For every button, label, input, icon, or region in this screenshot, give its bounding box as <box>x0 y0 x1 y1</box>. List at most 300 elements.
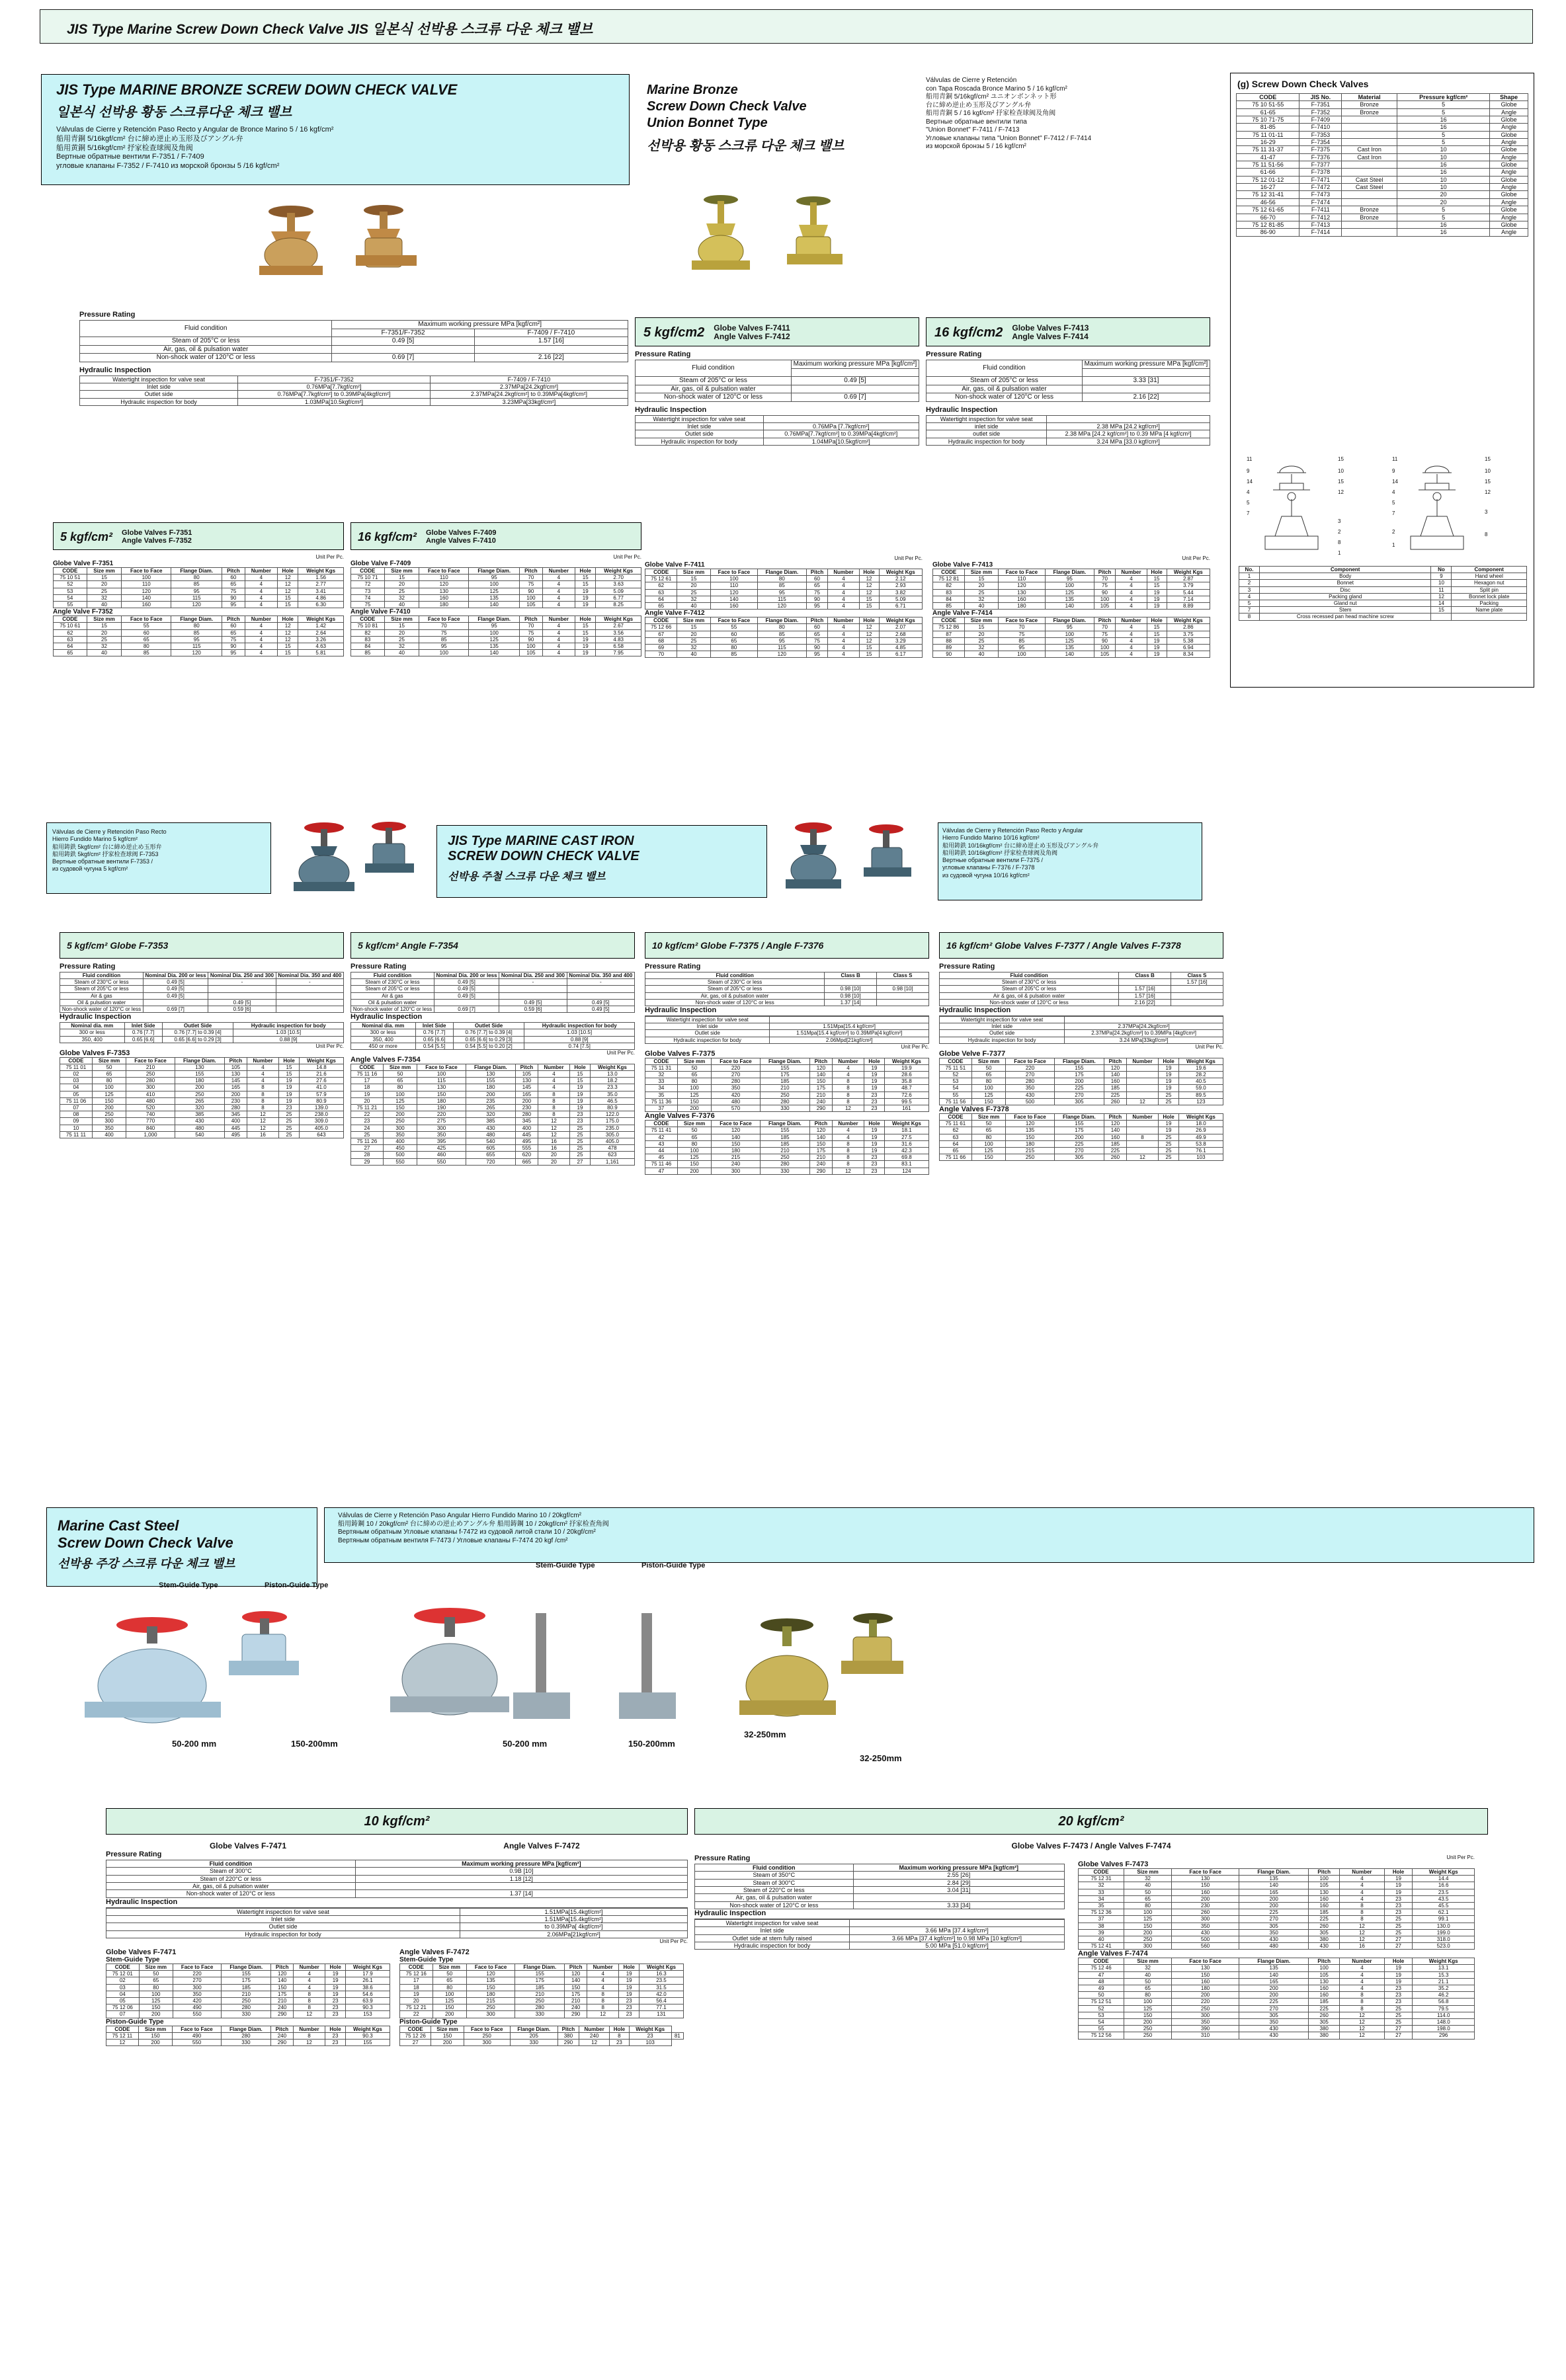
table-cell: 26.9 <box>1178 1127 1223 1134</box>
table-cell: 15 <box>859 596 879 602</box>
table-cell: Bonnet lock plate <box>1452 593 1527 600</box>
table-cell: 16-29 <box>1237 139 1299 146</box>
table-cell: 385 <box>466 1118 515 1125</box>
table-cell: 16 <box>538 1138 569 1144</box>
dim-header-angle: Angle Valves F-7410 <box>426 537 496 545</box>
col-header: Flange Diam. <box>1046 569 1094 576</box>
table-cell: 280 <box>760 1161 809 1168</box>
table-cell: 4 <box>245 643 277 649</box>
table-cell: 160 <box>1309 1992 1340 1999</box>
table-cell: 2.12 <box>879 576 922 582</box>
table-cell <box>770 1016 929 1023</box>
table-cell: 280 <box>221 2032 270 2039</box>
table-cell: 160 <box>419 594 469 601</box>
table-cell: 27 <box>1384 1936 1413 1942</box>
table-cell: 12 <box>1340 2018 1384 2025</box>
bronze-note-1: 船用青銅 5/16kgf/cm² 台に締め逆止め玉形及びアングル弁 <box>56 134 243 143</box>
col-header: Number <box>828 617 859 624</box>
table-cell: 480 <box>466 1131 515 1138</box>
table-cell: 0.49 [5] <box>143 979 208 986</box>
ci-left-note-5: из судовой чугуна 5 kgf/cm² <box>52 865 128 873</box>
comp-h3: Component <box>1452 567 1527 573</box>
table-cell: F-7474 <box>1299 198 1342 206</box>
table-cell: 23 <box>1384 1999 1413 2005</box>
table-cell: 25 <box>87 588 122 594</box>
table-cell: 50 <box>1079 1992 1124 1999</box>
table-cell: 4 <box>832 1064 864 1071</box>
table-cell: 46-56 <box>1237 198 1299 206</box>
stem-guide-title: Stem-Guide Type <box>106 1956 160 1964</box>
table-row <box>60 999 344 1006</box>
table-cell: 15 <box>278 643 298 649</box>
table-cell: 50 <box>971 1064 1005 1071</box>
table-cell: 63 <box>940 1134 972 1140</box>
table-cell: 380 <box>557 2032 579 2039</box>
table-cell: 56.8 <box>1413 1999 1475 2005</box>
table-row <box>106 2039 390 2045</box>
table-row <box>106 1930 688 1938</box>
table-cell: 260 <box>1309 2012 1340 2018</box>
union-bonnet-photos <box>648 185 913 298</box>
table-cell: 4 <box>247 1071 278 1078</box>
col-header: Hole <box>1159 1058 1179 1064</box>
table-cell: 12 <box>587 2011 619 2018</box>
col-header: Number <box>542 616 575 623</box>
table-cell: 53 <box>54 588 87 594</box>
table-cell: 1.03 [10.5] <box>233 1029 344 1036</box>
table-cell: 19 <box>1159 1121 1179 1127</box>
svg-text:10: 10 <box>1338 468 1344 474</box>
table-cell: 210 <box>126 1064 175 1070</box>
table-cell: 75 10 51-55 <box>1237 101 1299 108</box>
unit-label: Unit Per Pc. <box>1195 1043 1223 1050</box>
table-cell: 4 <box>1116 582 1147 589</box>
union16-pr-col: Maximum working pressure MPa [kgf/cm²] <box>1082 360 1210 369</box>
table-cell: 2.55 [26] <box>853 1872 1064 1879</box>
table-row <box>106 1908 688 1915</box>
col-header: Weight Kgs <box>298 568 344 575</box>
table-cell: 82 <box>351 629 385 636</box>
table-cell: 5 <box>1397 214 1489 221</box>
table-row <box>940 1064 1223 1071</box>
table-cell: 75 12 26 <box>400 2032 431 2039</box>
table-cell: 130 <box>175 1064 224 1070</box>
table-row <box>351 1006 635 1012</box>
table-cell: 0.49 [5] <box>434 986 499 992</box>
table-cell: 75 <box>351 601 385 608</box>
table-cell: 75 12 81-85 <box>1237 221 1299 228</box>
table-cell: Globe <box>1490 221 1528 228</box>
pressure-rating-title: Pressure Rating <box>106 1850 162 1858</box>
table-cell: 3.29 <box>879 637 922 644</box>
table-cell: 623 <box>590 1152 634 1158</box>
table-row <box>940 1078 1223 1085</box>
col-header: Flange Diam. <box>221 2026 270 2032</box>
table-cell: 4 <box>1340 1895 1384 1902</box>
table-cell: 4 <box>542 629 575 636</box>
table-cell: 200 <box>1239 1992 1309 1999</box>
table-cell: 19 <box>279 1084 300 1091</box>
col-header: Fluid condition <box>645 972 825 979</box>
table-cell: 50 <box>383 1071 417 1078</box>
col-header: Face to Face <box>1006 1058 1054 1064</box>
table-cell: 200 <box>225 1091 247 1097</box>
table-cell: 120 <box>171 650 222 656</box>
table-cell: 150 <box>1171 1971 1239 1978</box>
table-cell: 25 <box>279 1125 300 1131</box>
table-row <box>60 1091 344 1097</box>
index-row <box>1237 146 1528 153</box>
table-cell: 74 <box>351 594 385 601</box>
table-cell: 280 <box>222 2004 271 2011</box>
table-cell: Globe <box>1490 116 1528 124</box>
table-cell: 4.63 <box>298 643 344 649</box>
table-cell: 4 <box>542 575 575 581</box>
table-cell: 25 <box>384 588 419 594</box>
table-cell: 4 <box>1116 596 1147 602</box>
table-cell: 200 <box>1054 1078 1104 1085</box>
table-cell: 12 <box>278 636 298 643</box>
col-header: Number <box>538 1064 569 1070</box>
union-bonnet-title <box>640 74 918 185</box>
table-cell: 25 <box>1384 2018 1413 2025</box>
table-row <box>54 601 344 608</box>
table-cell: 20 <box>538 1152 569 1158</box>
col-header: Face to Face <box>998 569 1046 576</box>
bronze-note-3: Вертные обратные вентили F-7351 / F-7409 <box>56 153 204 161</box>
table-cell: 90.3 <box>345 2032 390 2039</box>
hydraulic-row <box>80 383 628 390</box>
table-row <box>351 1152 635 1158</box>
table-cell: 12 <box>859 631 879 637</box>
table-cell: F-7410 <box>1299 124 1342 131</box>
col-header: Size mm <box>433 1964 466 1971</box>
col-header: Hole <box>864 1058 885 1064</box>
table-cell: 265 <box>175 1097 224 1104</box>
table-cell: 60 <box>222 575 245 581</box>
table-cell: 1 <box>1239 573 1260 580</box>
table-cell: 12 <box>294 2011 325 2018</box>
table-cell: 5.38 <box>1167 637 1210 644</box>
globe-subtitle: Globe Valves F-7471 <box>209 1841 287 1850</box>
table-row <box>60 1036 344 1043</box>
col-header: Flange Diam. <box>175 1057 224 1064</box>
table-row <box>1079 1992 1475 1999</box>
table-cell: 120 <box>271 1971 294 1977</box>
table-cell: 75 12 01 <box>106 1971 140 1977</box>
dim-title-angle: Angle Valves F-7378 <box>939 1105 1009 1113</box>
table-row <box>351 1029 635 1036</box>
col-header: Face to Face <box>710 569 758 576</box>
table-cell: 19 <box>400 1991 433 1997</box>
col-header: Weight Kgs <box>345 1964 390 1971</box>
index-row <box>1237 101 1528 108</box>
pressure-row <box>80 337 628 346</box>
table-row <box>351 1084 635 1091</box>
table-cell: 18 <box>351 1084 384 1091</box>
table-row <box>60 1131 344 1138</box>
table-cell: Packing gland <box>1260 593 1431 600</box>
table-cell: Angle <box>1490 214 1528 221</box>
table-cell: 200 <box>677 1105 711 1112</box>
table-cell: 490 <box>173 2032 221 2039</box>
table-cell: 27.5 <box>884 1134 928 1140</box>
table-cell: 150 <box>466 1984 515 1991</box>
sub-table-title: Globe Valve F-7413 <box>932 561 993 569</box>
col-header: Weight Kgs <box>1413 1869 1475 1876</box>
col-header: Number <box>579 2026 609 2032</box>
table-cell: 125 <box>1046 637 1094 644</box>
col-header: Face to Face <box>710 617 758 624</box>
table-cell: 0.49 [5] <box>332 337 474 346</box>
table-cell: 19 <box>1147 596 1167 602</box>
unit-label: Unit Per Pc. <box>613 554 641 560</box>
table-cell: 130.0 <box>1413 1923 1475 1929</box>
table-cell: 40 <box>965 651 998 658</box>
table-cell: 83 <box>351 636 385 643</box>
table-cell: 55 <box>710 624 758 631</box>
table-row <box>60 1118 344 1125</box>
table-row <box>695 1927 1065 1934</box>
table-cell: Steam of 350°C <box>695 1872 854 1879</box>
table-cell: 220 <box>173 1971 221 1977</box>
table-row <box>54 643 344 649</box>
table-cell: 4 <box>294 1971 325 1977</box>
union5-sub2: Angle Valves F-7412 <box>714 332 790 341</box>
table-cell: 86-90 <box>1237 229 1299 236</box>
table-cell: 90 <box>1094 637 1116 644</box>
table-cell: F-7472 <box>1299 184 1342 191</box>
table-cell: Name plate <box>1452 607 1527 614</box>
table-cell <box>499 992 567 999</box>
table-cell: 0.98 [10] <box>825 986 877 992</box>
table-cell: Globe <box>1490 101 1528 108</box>
table-row <box>60 986 344 992</box>
table-cell: F-7351 <box>1299 101 1342 108</box>
svg-text:14: 14 <box>1247 479 1253 485</box>
table-cell: 42.0 <box>639 1991 683 1997</box>
table-cell: 1,000 <box>126 1131 175 1138</box>
col-header: Size mm <box>677 1121 711 1127</box>
table-cell: 120 <box>466 1971 515 1977</box>
table-cell: Bronze <box>1342 214 1397 221</box>
col-header: Number <box>245 616 277 623</box>
table-cell: 100 <box>677 1085 711 1091</box>
col-header: Face to Face <box>464 2026 510 2032</box>
table-cell: 120 <box>810 1064 833 1071</box>
bronze-note-0: Válvulas de Cierre y Retención Paso Recto y Angular de Bronce Marino 5 / 16 kgf/cm² <box>56 126 334 134</box>
table-cell: 16 <box>1340 1943 1384 1950</box>
table-cell: 240 <box>271 2032 294 2039</box>
table-cell: 19 <box>279 1097 300 1104</box>
table-row <box>933 576 1210 582</box>
table-cell: 15 <box>677 624 710 631</box>
table-cell: 620 <box>516 1152 538 1158</box>
table-cell: 380 <box>1309 2026 1340 2032</box>
table-cell: 4 <box>828 651 859 658</box>
table-cell: 148.0 <box>1413 2018 1475 2025</box>
table-cell: 4 <box>587 1977 619 1984</box>
table-cell: 85 <box>122 650 171 656</box>
table-cell: 200 <box>175 1084 224 1091</box>
table-cell: 4 <box>1116 637 1147 644</box>
table-cell: 290 <box>557 2039 579 2045</box>
table-cell: Angle <box>1490 108 1528 116</box>
table-cell: Hydraulic inspection for body <box>940 1037 1065 1043</box>
table-cell: 400 <box>516 1125 538 1131</box>
table-row <box>645 1072 929 1078</box>
table-cell: 46.5 <box>590 1097 634 1104</box>
table-cell: 250 <box>126 1071 175 1078</box>
table-cell: 34 <box>1079 1895 1124 1902</box>
table-cell: 75 12 36 <box>1079 1909 1124 1916</box>
table-row <box>645 1154 929 1161</box>
table-cell: 4 <box>245 594 277 601</box>
col-header: Nominal Dia. 250 and 300 <box>208 972 276 979</box>
table-cell: 84 <box>351 643 385 649</box>
table-cell: 150 <box>1124 2012 1172 2018</box>
table-cell: 300 <box>383 1125 417 1131</box>
table-cell: 22 <box>351 1111 384 1118</box>
table-cell: 57.9 <box>299 1091 343 1097</box>
col-header: Face to Face <box>419 568 469 575</box>
page-title: JIS Type Marine Screw Down Check Valve JIS 일본식 선박용 스크류 다운 체크 밸브 <box>67 22 593 37</box>
table-row <box>106 1916 688 1923</box>
table-cell: 20 <box>677 582 710 589</box>
col-header: CODE <box>106 2026 139 2032</box>
table-cell: 180 <box>419 601 469 608</box>
caption-size-4: 150-200mm <box>628 1739 675 1749</box>
table-cell: Globe <box>1490 176 1528 183</box>
table-cell: 210 <box>760 1147 809 1154</box>
table-cell <box>877 979 929 986</box>
table-row <box>645 1127 929 1134</box>
table-cell: 70 <box>1094 576 1116 582</box>
col-header: Nominal dia. mm <box>60 1023 125 1029</box>
table-row <box>645 624 923 631</box>
cs-10kgf-panel <box>106 1841 688 2046</box>
table-cell <box>1126 1064 1158 1071</box>
table-cell: 75 10 71-75 <box>1237 116 1299 124</box>
pressure-rating-title: Pressure Rating <box>60 963 116 971</box>
table-cell: 100 <box>971 1140 1005 1147</box>
table-cell: 445 <box>516 1131 538 1138</box>
table-row <box>933 644 1210 651</box>
table-cell: 80 <box>171 575 222 581</box>
table-cell: 15 <box>859 602 879 609</box>
table-cell: 305 <box>1239 1923 1309 1929</box>
table-cell: 0.88 [9] <box>233 1036 344 1043</box>
table-cell: 100 <box>971 1085 1005 1091</box>
table-row <box>60 1064 344 1070</box>
table-cell: 100 <box>469 629 520 636</box>
table-cell: 250 <box>1124 2032 1172 2039</box>
table-cell: 318.0 <box>1413 1936 1475 1942</box>
table-cell: 8 <box>294 1998 325 2004</box>
col-header: Size mm <box>92 1057 126 1064</box>
col-header: Hole <box>1147 617 1167 624</box>
svg-text:4: 4 <box>1247 489 1250 495</box>
table-cell: 12 <box>538 1118 569 1125</box>
table-cell: 75 12 01-12 <box>1237 176 1299 183</box>
table-cell: 75 <box>419 629 469 636</box>
union16-fluid-label: Fluid condition <box>927 360 1083 377</box>
table-cell: 75 12 21 <box>400 2004 433 2011</box>
table-cell: 75 11 51 <box>940 1064 972 1071</box>
table-cell: 0.59 [6] <box>208 1006 276 1012</box>
table-cell: 12 <box>278 588 298 594</box>
table-cell: 300 <box>173 1984 221 1991</box>
table-cell: 2.64 <box>298 629 344 636</box>
table-row <box>400 1971 684 1977</box>
table-cell: 3.23MPa[33kgf/cm²] <box>430 398 628 405</box>
table-cell: 75 <box>806 637 828 644</box>
table-cell: 95 <box>469 575 520 581</box>
svg-text:15: 15 <box>1338 456 1344 462</box>
unit-label: Unit Per Pc. <box>1182 555 1210 561</box>
pr-col-0: F-7351/F-7352 <box>332 329 474 337</box>
table-row <box>695 1920 1065 1927</box>
table-cell: 62 <box>940 1127 972 1134</box>
table-row <box>940 1037 1223 1043</box>
table-cell: 125 <box>139 1998 173 2004</box>
table-cell: 305 <box>1054 1098 1104 1105</box>
table-cell: 0.49 [5] <box>791 377 919 385</box>
table-cell: 4 <box>1116 576 1147 582</box>
table-cell: 155 <box>760 1127 809 1134</box>
table-cell: 145 <box>516 1084 538 1091</box>
table-cell: 175 <box>810 1147 833 1154</box>
table-cell: 31.6 <box>884 1140 928 1147</box>
cs-20kgf-header <box>694 1808 1488 1835</box>
table-cell: 75 11 01-11 <box>1237 131 1299 138</box>
table-cell: 8 <box>832 1161 864 1168</box>
table-cell: 300 or less <box>60 1029 125 1036</box>
table-cell: 27 <box>570 1158 591 1165</box>
table-cell: 220 <box>417 1111 466 1118</box>
table-cell: 54.6 <box>345 1991 390 1997</box>
table-cell: F-7377 <box>1299 161 1342 169</box>
dim-header-pressure: 5 kgf/cm² <box>60 530 113 543</box>
col-header: Hole <box>859 617 879 624</box>
table-cell: 2.07 <box>879 624 922 631</box>
table-cell: 135 <box>1006 1127 1054 1134</box>
hydraulic-title: Hydraulic Inspection <box>60 1013 132 1021</box>
table-cell: 4 <box>542 581 575 588</box>
table-cell: 300 <box>466 2011 515 2018</box>
table-cell: 25 <box>87 636 122 643</box>
table-cell: 27 <box>1384 2026 1413 2032</box>
table-cell: 75 12 11 <box>106 2032 139 2039</box>
table-cell: 200 <box>92 1105 126 1111</box>
table-cell: Cast Iron <box>1342 153 1397 161</box>
table-cell: 2.77 <box>298 581 344 588</box>
table-cell: 105 <box>520 601 542 608</box>
table-cell: 8 <box>247 1105 278 1111</box>
table-cell: 8 <box>538 1111 569 1118</box>
table-cell: 12 <box>1340 2012 1384 2018</box>
table-cell: 12 <box>538 1131 569 1138</box>
table-cell: 1.03 [10.5] <box>524 1029 635 1036</box>
table-cell: 135 <box>1046 596 1094 602</box>
table-cell: 103 <box>1178 1154 1223 1161</box>
caption-size-6: 32-250mm <box>860 1753 902 1763</box>
table-cell: 4 <box>828 637 859 644</box>
table-cell: 23 <box>864 1091 885 1098</box>
table-cell: 19 <box>570 1091 591 1097</box>
index-row <box>1237 153 1528 161</box>
table-cell: 4 <box>1116 602 1147 609</box>
